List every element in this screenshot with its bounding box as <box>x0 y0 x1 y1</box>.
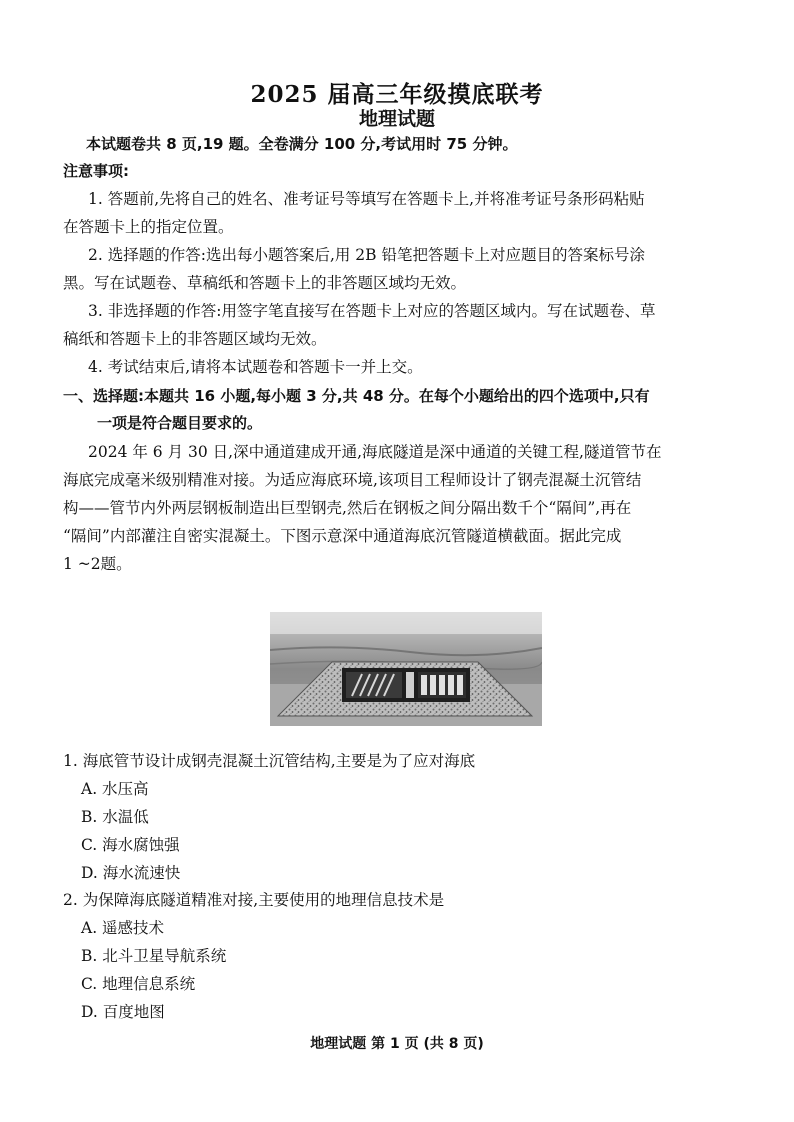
notice-item-3-line-1: 3. 非选择题的作答:用签字笔直接写在答题卡上对应的答题区域内。写在试题卷、草 <box>88 302 656 320</box>
passage-line-4: “隔间”内部灌注自密实混凝土。下图示意深中通道海底沉管隧道横截面。据此完成 <box>63 527 622 545</box>
exam-info: 本试题卷共 8 页,19 题。全卷满分 100 分,考试用时 75 分钟。 <box>86 135 518 153</box>
question-1-option-a[interactable]: A. 水压高 <box>81 780 149 798</box>
notice-item-4: 4. 考试结束后,请将本试题卷和答题卡一并上交。 <box>88 358 423 376</box>
notice-item-2-line-1: 2. 选择题的作答:选出每小题答案后,用 2B 铅笔把答题卡上对应题目的答案标号涂 <box>88 246 645 264</box>
question-1-option-b[interactable]: B. 水温低 <box>81 808 149 826</box>
page-footer: 地理试题 第 1 页 (共 8 页) <box>310 1036 484 1052</box>
passage-line-3: 构——管节内外两层钢板制造出巨型钢壳,然后在钢板之间分隔出数千个“隔间”,再在 <box>63 499 632 517</box>
question-2-stem: 2. 为保障海底隧道精准对接,主要使用的地理信息技术是 <box>63 891 445 909</box>
passage-line-5: 1 ~2题。 <box>63 555 132 573</box>
exam-title: 2025 届高三年级摸底联考 <box>250 81 544 108</box>
passage-line-2: 海底完成毫米级别精准对接。为适应海底环境,该项目工程师设计了钢壳混凝土沉管结 <box>63 471 642 489</box>
question-1-option-d[interactable]: D. 海水流速快 <box>81 864 181 882</box>
section-heading-line-1: 一、选择题:本题共 16 小题,每小题 3 分,共 48 分。在每个小题给出的四个选项中,只有 <box>63 387 650 405</box>
notice-item-2-line-2: 黑。写在试题卷、草稿纸和答题卡上的非答题区域均无效。 <box>63 274 467 292</box>
question-2-option-c[interactable]: C. 地理信息系统 <box>81 975 196 993</box>
notice-item-1-line-1: 1. 答题前,先将自己的姓名、准考证号等填写在答题卡上,并将准考证号条形码粘贴 <box>88 190 645 208</box>
tunnel-cross-section-image <box>270 612 542 726</box>
question-2-option-d[interactable]: D. 百度地图 <box>81 1003 165 1021</box>
notice-heading: 注意事项: <box>63 162 129 180</box>
exam-subject: 地理试题 <box>358 108 435 130</box>
question-1-option-c[interactable]: C. 海水腐蚀强 <box>81 836 180 854</box>
question-2-option-b[interactable]: B. 北斗卫星导航系统 <box>81 947 227 965</box>
notice-item-1-line-2: 在答题卡上的指定位置。 <box>63 218 234 236</box>
question-2-option-a[interactable]: A. 遥感技术 <box>81 919 165 937</box>
question-1-stem: 1. 海底管节设计成钢壳混凝土沉管结构,主要是为了应对海底 <box>63 752 476 770</box>
section-heading-line-2: 一项是符合题目要求的。 <box>97 414 263 432</box>
notice-item-3-line-2: 稿纸和答题卡上的非答题区域均无效。 <box>63 330 327 348</box>
passage-line-1: 2024 年 6 月 30 日,深中通道建成开通,海底隧道是深中通道的关键工程,隧道管节在 <box>88 443 662 461</box>
